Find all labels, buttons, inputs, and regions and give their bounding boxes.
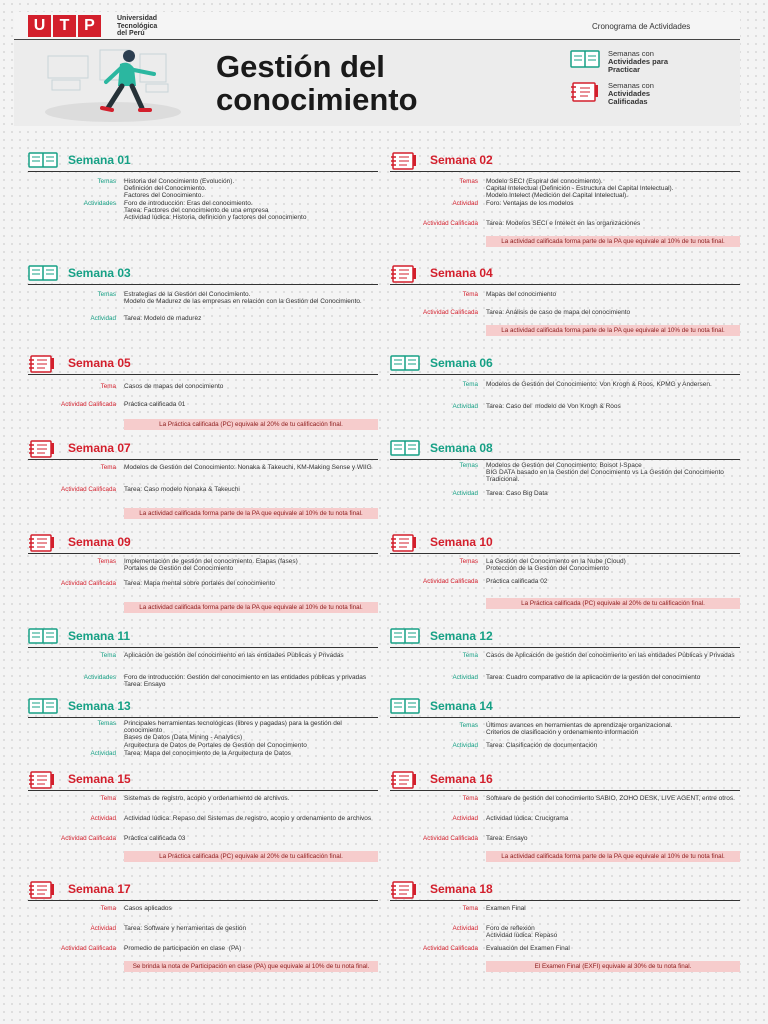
- row-value: [486, 905, 740, 912]
- row-label: Tema: [100, 383, 116, 390]
- week-card: [390, 150, 740, 250]
- week-row: [390, 835, 740, 842]
- week-row: [28, 200, 378, 222]
- top-bar: [14, 12, 740, 40]
- notebook-icon: [28, 440, 58, 458]
- grading-note: El Examen Final (EXFI) equivale al 30% de tu nota final.: [486, 961, 740, 972]
- book-icon: [570, 50, 600, 68]
- week-header: [28, 438, 378, 460]
- notebook-icon: [390, 152, 420, 170]
- row-label: Actividad Calificada: [423, 578, 478, 585]
- row-line: Tarea: Factores del conocimiento de una empresa: [124, 207, 269, 215]
- week-row: [28, 925, 378, 932]
- row-line: Casos aplicados: [124, 905, 172, 912]
- notebook-icon: [570, 82, 600, 102]
- row-line: La Gestión del Conocimiento en la Nube (Cloud): [486, 558, 626, 565]
- row-label: Actividades: [83, 674, 116, 681]
- row-line: Foro de reflexión: [486, 925, 535, 932]
- row-label: Tema: [462, 905, 478, 912]
- header: [14, 12, 740, 126]
- row-line: Tarea: Caso Big Data: [486, 490, 548, 497]
- notebook-icon: [390, 534, 420, 552]
- row-value: [486, 220, 740, 227]
- week-row: [28, 178, 378, 200]
- row-line: Tarea: Ensayo: [486, 835, 528, 842]
- week-row: [390, 220, 740, 227]
- grading-note: La actividad calificada forma parte de la PA que equivale al 10% de tu nota final.: [486, 851, 740, 862]
- week-row: [28, 383, 378, 390]
- week-card: [28, 769, 378, 869]
- row-line: Casos de mapas del conocimiento: [124, 383, 224, 390]
- week-row: [390, 309, 740, 316]
- row-line: Actividad lúdica: Repaso del Sistemas de registro, acopio y ordenamiento de archivos: [124, 815, 372, 822]
- row-value: [486, 462, 740, 484]
- legend-practice: Semanas con Actividades para Practicar: [570, 50, 682, 75]
- row-line: Factores del Conocimiento.: [124, 192, 204, 200]
- week-header: [28, 769, 378, 791]
- row-line: Aplicación de gestión del conocimiento en las entidades Públicas y Privadas: [124, 652, 344, 659]
- row-line: Promedio de participación en clase (PA): [124, 945, 242, 952]
- week-row: [28, 674, 378, 688]
- week-row: [390, 578, 740, 585]
- row-line: Mapas del conocimiento: [486, 291, 557, 298]
- row-value: [124, 835, 378, 842]
- row-label: Temas: [97, 178, 116, 185]
- week-row: [390, 795, 740, 802]
- week-card: [28, 879, 378, 979]
- row-line: Bases de Datos (Data Mining - Analytics): [124, 734, 243, 742]
- week-row: [28, 401, 378, 408]
- week-row: [390, 462, 740, 484]
- week-row: [28, 464, 378, 471]
- grading-note: La Práctica calificada (PC) equivale al 20% de tu calificación final.: [124, 419, 378, 430]
- row-value: [124, 291, 378, 305]
- row-line: Examen Final: [486, 905, 526, 912]
- row-value: [486, 578, 740, 585]
- week-header: [28, 353, 378, 375]
- week-header: [390, 263, 740, 285]
- row-line: Protección de la Gestión del Conocimiento: [486, 565, 609, 573]
- row-value: [124, 580, 378, 587]
- week-title: Semana 17: [68, 882, 131, 896]
- row-line: Actividad lúdica: Crucigrama: [486, 815, 569, 822]
- week-card: [28, 438, 378, 538]
- row-label: Temas: [459, 558, 478, 565]
- week-row: [390, 945, 740, 952]
- row-label: Temas: [459, 462, 478, 469]
- row-value: [486, 835, 740, 842]
- row-value: [486, 674, 740, 681]
- week-row: [390, 381, 740, 388]
- week-row: [28, 486, 378, 493]
- row-value: [486, 178, 740, 200]
- week-row: [28, 580, 378, 587]
- row-label: Actividad: [452, 200, 478, 207]
- row-value: [486, 815, 740, 822]
- row-line: Modelos de Gestión del Conocimiento: Nonaka & Takeuchi, KM-Making Sense y WIIG: [124, 464, 372, 471]
- week-row: [390, 674, 740, 681]
- row-value: [124, 720, 378, 749]
- row-label: Temas: [97, 291, 116, 298]
- row-value: [486, 490, 740, 497]
- logo-letter-t: T: [53, 15, 76, 37]
- row-label: Actividades: [83, 200, 116, 207]
- week-row: [28, 291, 378, 305]
- row-line: Modelo de Madurez de las empresas en relación con la Gestión del Conocimiento.: [124, 298, 362, 306]
- week-row: [390, 558, 740, 572]
- row-label: Actividad: [90, 750, 116, 757]
- week-header: [28, 879, 378, 901]
- course-title: Gestión del conocimiento: [216, 49, 418, 117]
- row-line: Portales de Gestión del Conocimiento: [124, 565, 234, 573]
- row-label: Actividad: [452, 925, 478, 932]
- row-line: Actividad lúdica: Historia, definición y factores del conocimiento: [124, 214, 307, 222]
- utp-logo: [28, 15, 101, 37]
- week-row: [390, 905, 740, 912]
- row-label: Actividad: [452, 742, 478, 749]
- row-line: Práctica calificada 03: [124, 835, 186, 842]
- row-value: [486, 945, 740, 952]
- logo-letter-p: P: [78, 15, 101, 37]
- week-title: Semana 05: [68, 356, 131, 370]
- week-title: Semana 01: [68, 153, 131, 167]
- row-label: Tema: [100, 464, 116, 471]
- row-value: [124, 558, 378, 572]
- week-card: [28, 150, 378, 250]
- row-value: [486, 291, 740, 298]
- week-row: [390, 925, 740, 939]
- row-line: Tarea: Modelo de madurez: [124, 315, 202, 322]
- row-label: Actividad Calificada: [423, 945, 478, 952]
- week-row: [28, 905, 378, 912]
- notebook-icon: [28, 881, 58, 899]
- week-title: Semana 06: [430, 356, 493, 370]
- grading-note: La Práctica calificada (PC) equivale al 20% de tu calificación final.: [486, 598, 740, 609]
- week-title: Semana 16: [430, 772, 493, 786]
- row-value: [486, 742, 740, 749]
- week-card: [390, 532, 740, 632]
- row-value: [486, 925, 740, 939]
- week-title: Semana 13: [68, 699, 131, 713]
- row-line: Práctica calificada 01: [124, 401, 186, 408]
- row-line: Tarea: Caso modelo Nonaka & Takeuchi: [124, 486, 240, 493]
- book-icon: [28, 152, 58, 168]
- week-header: [390, 438, 740, 460]
- document-type: Cronograma de Actividades: [592, 22, 691, 31]
- week-row: [28, 815, 378, 822]
- week-card: [390, 263, 740, 363]
- week-header: [390, 879, 740, 901]
- row-line: Foro de introducción: Eras del conocimiento.: [124, 200, 253, 207]
- row-value: [124, 464, 378, 471]
- book-icon: [390, 698, 420, 714]
- week-row: [28, 945, 378, 952]
- week-title: Semana 07: [68, 441, 131, 455]
- week-title: Semana 03: [68, 266, 131, 280]
- row-line: Casos de Aplicación de gestión del conocimiento en las entidades Públicas y Privadas: [486, 652, 735, 659]
- row-line: Tarea: Mapa mental sobre portales del conocimiento: [124, 580, 276, 587]
- row-line: Tarea: Clasificación de documentación: [486, 742, 598, 749]
- row-value: [124, 905, 378, 912]
- row-label: Tema: [100, 905, 116, 912]
- row-value: [124, 652, 378, 659]
- week-header: [28, 532, 378, 554]
- grading-note: La actividad calificada forma parte de la PA que equivale al 10% de tu nota final.: [486, 236, 740, 247]
- row-label: Actividad Calificada: [61, 401, 116, 408]
- row-value: [124, 925, 378, 932]
- week-card: [28, 263, 378, 363]
- row-label: Temas: [97, 558, 116, 565]
- row-line: BIG DATA basado en la Gestión del Conocimiento vs La Gestión del Conocimiento Tradicional.: [486, 469, 726, 484]
- row-line: Estrategias de la Gestión del Conocimiento.: [124, 291, 251, 298]
- row-line: Evaluación del Examen Final: [486, 945, 570, 952]
- week-row: [28, 795, 378, 802]
- row-label: Actividad Calificada: [61, 835, 116, 842]
- university-name: Universidad Tecnológica del Perú: [117, 15, 158, 37]
- row-value: [486, 309, 740, 316]
- grading-note: Se brinda la nota de Participación en clase (PA) que equivale al 10% de tu nota final.: [124, 961, 378, 972]
- row-label: Actividad: [90, 925, 116, 932]
- week-row: [28, 315, 378, 322]
- notebook-icon: [390, 265, 420, 283]
- week-header: [28, 150, 378, 172]
- week-header: [28, 263, 378, 285]
- row-value: [124, 401, 378, 408]
- book-icon: [28, 628, 58, 644]
- row-line: Criterios de clasificación y ordenamiento información: [486, 729, 639, 737]
- row-line: Sistemas de registro, acopio y ordenamiento de archivos.: [124, 795, 290, 802]
- week-card: [390, 438, 740, 538]
- notebook-icon: [28, 771, 58, 789]
- row-line: Software de gestión del conocimiento SABIO, ZOHO DESK, LIVE AGENT, entre otros.: [486, 795, 735, 802]
- row-line: Práctica calificada 02: [486, 578, 548, 585]
- row-label: Actividad: [452, 490, 478, 497]
- row-label: Temas: [459, 178, 478, 185]
- week-row: [28, 835, 378, 842]
- week-title: Semana 18: [430, 882, 493, 896]
- row-value: [124, 383, 378, 390]
- book-icon: [390, 355, 420, 371]
- book-icon: [390, 628, 420, 644]
- notebook-icon: [390, 881, 420, 899]
- row-label: Tema: [100, 652, 116, 659]
- week-row: [390, 291, 740, 298]
- week-row: [390, 742, 740, 749]
- notebook-icon: [28, 534, 58, 552]
- row-value: [486, 652, 740, 659]
- row-value: [124, 945, 378, 952]
- week-title: Semana 11: [68, 629, 131, 643]
- grading-note: La Práctica calificada (PC) equivale al 20% de tu calificación final.: [124, 851, 378, 862]
- week-row: [390, 722, 740, 736]
- week-title: Semana 10: [430, 535, 493, 549]
- book-icon: [28, 698, 58, 714]
- row-label: Actividad Calificada: [61, 486, 116, 493]
- row-label: Actividad Calificada: [423, 835, 478, 842]
- row-value: [486, 381, 740, 388]
- week-row: [390, 652, 740, 659]
- row-line: Modelos de Gestión del Conocimiento: Boisot I-Space: [486, 462, 642, 469]
- row-label: Actividad: [90, 315, 116, 322]
- person-walking-illustration: [28, 44, 198, 124]
- row-label: Actividad: [452, 674, 478, 681]
- book-icon: [390, 440, 420, 456]
- legend-graded: Semanas con Actividades Calificadas: [570, 82, 682, 107]
- row-label: Actividad: [90, 815, 116, 822]
- row-line: Foro: Ventajas de los modelos: [486, 200, 574, 207]
- row-label: Temas: [97, 720, 116, 727]
- week-card: [390, 769, 740, 869]
- week-header: [28, 626, 378, 648]
- row-line: Arquitectura de Datos de Portales de Gestión del Conocimiento: [124, 741, 307, 749]
- row-line: Definición del Conocimiento.: [124, 185, 207, 193]
- row-value: [486, 722, 740, 736]
- row-value: [486, 403, 740, 410]
- row-line: Tarea: Ensayo: [124, 681, 166, 689]
- week-card: [390, 879, 740, 979]
- week-header: [390, 150, 740, 172]
- row-line: Tarea: Cuadro comparativo de la aplicación de la gestión del conocimiento: [486, 674, 701, 681]
- row-value: [486, 795, 740, 802]
- row-label: Tema: [462, 291, 478, 298]
- row-label: Actividad Calificada: [61, 945, 116, 952]
- row-label: Actividad Calificada: [423, 220, 478, 227]
- row-line: Tarea: Software y herramientas de gestión: [124, 925, 247, 932]
- row-line: Modelo SECI (Espiral del conocimiento).: [486, 178, 603, 185]
- week-header: [390, 626, 740, 648]
- row-line: Implementación de gestión del conocimiento. Etapas (fases): [124, 558, 298, 565]
- row-value: [124, 486, 378, 493]
- row-label: Tema: [100, 795, 116, 802]
- week-row: [28, 652, 378, 659]
- row-line: Tarea: Mapa del conocimiento de la Arquitectura de Datos: [124, 750, 291, 757]
- row-line: Modelos de Gestión del Conocimiento: Von Krogh & Roos, KPMG y Andersen.: [486, 381, 712, 388]
- logo-letter-u: U: [28, 15, 51, 37]
- week-title: Semana 09: [68, 535, 131, 549]
- row-line: Actividad lúdica: Repaso: [486, 932, 558, 940]
- row-value: [124, 178, 378, 200]
- row-value: [486, 558, 740, 572]
- row-value: [124, 815, 378, 822]
- row-value: [124, 750, 378, 757]
- week-row: [28, 720, 378, 749]
- row-label: Actividad Calificada: [61, 580, 116, 587]
- grading-note: La actividad calificada forma parte de la PA que equivale al 10% de tu nota final.: [124, 602, 378, 613]
- row-value: [124, 315, 378, 322]
- week-card: [28, 532, 378, 632]
- week-title: Semana 08: [430, 441, 493, 455]
- week-row: [390, 490, 740, 497]
- week-title: Semana 02: [430, 153, 493, 167]
- week-title: Semana 12: [430, 629, 493, 643]
- row-line: Últimos avances en herramientas de aprendizaje organizacional.: [486, 722, 673, 729]
- row-line: Modelo Intelect (Medición del Capital Intelectual).: [486, 192, 628, 200]
- week-row: [390, 178, 740, 200]
- notebook-icon: [28, 355, 58, 373]
- week-row: [28, 750, 378, 757]
- row-value: [124, 674, 378, 688]
- row-label: Tema: [462, 652, 478, 659]
- row-line: Capital Intelectual (Definición - Estructura del Capital Intelectual).: [486, 185, 674, 193]
- row-label: Temas: [459, 722, 478, 729]
- row-line: Foro de introducción: Gestión del conocimiento en las entidades públicas y privadas: [124, 674, 367, 681]
- week-header: [390, 532, 740, 554]
- row-label: Tema: [462, 795, 478, 802]
- week-header: [390, 353, 740, 375]
- book-icon: [28, 265, 58, 281]
- week-header: [390, 769, 740, 791]
- week-header: [28, 696, 378, 718]
- week-row: [390, 200, 740, 207]
- row-label: Actividad: [452, 815, 478, 822]
- row-label: Actividad Calificada: [423, 309, 478, 316]
- row-label: Tema: [462, 381, 478, 388]
- row-line: Tarea: Modelos SECI e Intelect en las organizaciones: [486, 220, 641, 227]
- week-row: [390, 403, 740, 410]
- row-value: [486, 200, 740, 207]
- week-header: [390, 696, 740, 718]
- row-value: [124, 795, 378, 802]
- notebook-icon: [390, 771, 420, 789]
- row-line: Historia del Conocimiento (Evolución).: [124, 178, 235, 185]
- row-line: Tarea: Caso del modelo de Von Krogh & Roos: [486, 403, 621, 410]
- row-label: Actividad: [452, 403, 478, 410]
- week-title: Semana 15: [68, 772, 131, 786]
- week-title: Semana 04: [430, 266, 493, 280]
- grading-note: La actividad calificada forma parte de la PA que equivale al 10% de tu nota final.: [486, 325, 740, 336]
- week-title: Semana 14: [430, 699, 493, 713]
- row-line: Tarea: Análisis de caso de mapa del conocimiento: [486, 309, 631, 316]
- week-row: [390, 815, 740, 822]
- row-value: [124, 200, 378, 222]
- week-row: [28, 558, 378, 572]
- row-line: Principales herramientas tecnológicas (libres y pagadas) para la gestión del conocimiento: [124, 720, 344, 735]
- grading-note: La actividad calificada forma parte de la PA que equivale al 10% de tu nota final.: [124, 508, 378, 519]
